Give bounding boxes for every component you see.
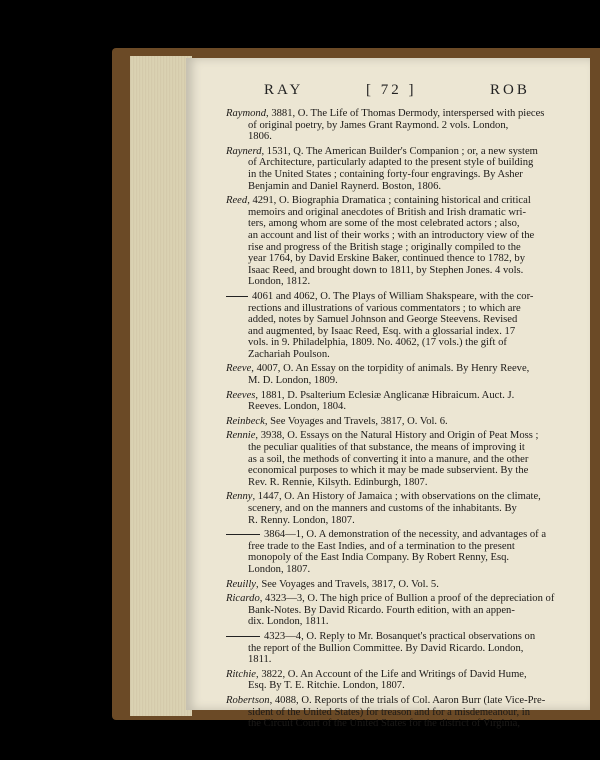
entry-text: rections and illustrations of various commentators ; to which are [248,302,521,314]
entry-continuation-line [226,454,584,466]
entry-first-line: Reeve, 4007, O. An Essay on the torpidity of animals. By Henry Reeve, [226,363,530,375]
entry-text: and augmented, by Isaac Reed, Esq. with a glossarial index. 17 [248,325,516,337]
entry-heading: Reuilly [226,578,257,590]
entry-text: ters, among whom are some of the most celebrated actors ; also, [248,218,520,230]
page-number: [ 72 ] [366,82,417,98]
catalog-entry [226,291,584,361]
entry-text: R. Renny. London, 1807. [248,514,355,526]
entry-text: 3881, O. The Life of Thomas Dermody, interspersed with pieces [271,108,545,119]
entry-continuation-line [226,337,584,349]
entry-text: sident of the United States) for treason and for a misdemeanour, in [248,706,530,718]
entry-text: 1447, O. An History of Jamaica ; with observations on the climate, [257,491,541,503]
entry-continuation-line [226,605,584,617]
entry-text: 3822, O. An Account of the Life and Writings of David Hume, [261,668,527,680]
entry-text: 1806. [248,131,272,143]
entry-text: 1881, D. Psalterium Eclesiæ Anglicanæ Hibraicum. Auct. J. [260,389,515,401]
entry-text: Rev. R. Rennie, Kilsyth. Edinburgh, 1807. [248,476,428,488]
entry-continuation-line [226,326,584,338]
entry-text: memoirs and original anecdotes of British and Irish dramatic wri- [248,206,527,218]
entry-first-line: Rennie, 3938, O. Essays on the Natural History and Origin of Peat Moss ; [226,430,539,442]
catalog-entry [226,695,584,730]
entry-text: free trade to the East Indies, and of a termination to the present [248,540,515,552]
entry-first-line [226,631,584,643]
entry-continuation-line [226,181,584,193]
entry-text: London, 1807. [248,563,311,575]
entry-first-line: Reuilly, See Voyages and Travels, 3817, O. Vol. 5. [226,578,439,590]
entry-heading: Renny [226,491,253,503]
entry-heading: Reeve [226,363,252,375]
entry-text: as a soil, the methods of converting it into a manure, and the other [248,453,529,465]
entry-first-line: Ricardo, 4323—3, O. The high price of Bullion a proof of the depreciation of [226,593,555,605]
entry-text: Bank-Notes. By David Ricardo. Fourth edition, with an appen- [248,604,515,616]
entry-text: 3864—1, O. A demonstration of the necessity, and advantages of a [264,529,547,541]
entry-text: 4323—4, O. Reply to Mr. Bosanquet's practical observations on [264,630,536,642]
entry-continuation-line [226,242,584,254]
book-page [186,58,590,730]
entry-text: in the United States ; containing forty-four engravings. By Asher [248,168,523,180]
ditto-dash [226,636,260,637]
catalog-entries [226,108,584,733]
entry-continuation-line [226,120,584,132]
catalog-entry [226,108,584,143]
entry-continuation-line [226,503,584,515]
catalog-entry [226,430,584,488]
entry-text: See Voyages and Travels, 3817, O. Vol. 6. [270,415,448,427]
entry-text: 1811. [248,654,272,666]
entry-continuation-line [226,401,584,413]
entry-text: 4323—3, O. The high price of Bullion a proof of the depreciation of [265,593,555,605]
catalog-entry [226,363,584,386]
entry-text: Zachariah Poulson. [248,348,330,360]
entry-first-line: Reeves, 1881, D. Psalterium Eclesiæ Anglicanæ Hibraicum. Auct. J. [226,389,515,401]
entry-text: Esq. By T. E. Ritchie. London, 1807. [248,680,405,692]
entry-heading: Reeves [226,389,256,401]
entry-first-line [226,291,584,303]
entry-text: added, notes by Samuel Johnson and George Steevens. Revised [248,314,518,326]
entry-text: dix. London, 1811. [248,616,329,628]
entry-continuation-line [226,616,584,628]
entry-text: the peculiar qualities of that substance, the means of improving it [248,442,525,454]
entry-continuation-line [226,442,584,454]
entry-first-line [226,529,584,541]
entry-continuation-line [226,564,584,576]
entry-continuation-line [226,314,584,326]
entry-first-line: Raynerd, 1531, Q. The American Builder's Companion ; or, a new system [226,145,538,157]
entry-text: monopoly of the East India Company. By Robert Renny, Esq. [248,552,510,564]
entry-first-line: Robertson, 4088, O. Reports of the trials of Col. Aaron Burr (late Vice-Pre- [226,694,546,706]
catalog-entry [226,579,584,591]
entry-continuation-line [226,303,584,315]
header-left-word: RAY [264,82,304,98]
entry-text: London, 1812. [248,276,311,288]
entry-continuation-line [226,465,584,477]
entry-continuation-line [226,265,584,277]
entry-continuation-line [226,707,584,719]
entry-heading: Reed [226,195,248,207]
entry-heading: Raynerd [226,145,262,157]
catalog-entry [226,529,584,575]
entry-continuation-line [226,643,584,655]
entry-text: the report of the Bullion Committee. By David Ricardo. London, [248,642,524,654]
entry-first-line: Ritchie, 3822, O. An Account of the Life and Writings of David Hume, [226,668,527,680]
entry-text: 4007, O. An Essay on the torpidity of animals. By Henry Reeve, [256,363,530,375]
entry-text: year 1764, by David Erskine Baker, continued thence to 1782, by [248,253,525,265]
catalog-entry [226,593,584,628]
entry-continuation-line [226,169,584,181]
entry-continuation-line [226,207,584,219]
entry-continuation-line [226,375,584,387]
entry-text: Isaac Reed, and brought down to 1811, by Stephen Jones. 4 vols. [248,264,524,276]
entry-continuation-line [226,276,584,288]
entry-text: vols. in 9. Philadelphia, 1809. No. 4062, (17 vols.) the gift of [248,337,507,349]
entry-first-line: Renny, 1447, O. An History of Jamaica ; with observations on the climate, [226,491,541,503]
catalog-entry [226,631,584,666]
entry-heading: Ritchie [226,668,257,680]
ditto-dash [226,534,260,535]
entry-continuation-line [226,552,584,564]
entry-text: 4061 and 4062, O. The Plays of William Shakspeare, with the cor- [252,290,534,302]
entry-text: economical purposes to which it may be made subservient. By the [248,465,529,477]
entry-text: of Architecture, particularly adapted to the present style of building [248,157,534,169]
entry-first-line: Reinbeck, See Voyages and Travels, 3817, O. Vol. 6. [226,415,448,427]
entry-text: Benjamin and Daniel Raynerd. Boston, 1806. [248,180,442,192]
ditto-dash [226,296,248,297]
entry-first-line: Raymond, 3881, O. The Life of Thomas Dermody, interspersed with pieces [226,108,545,119]
catalog-entry [226,491,584,526]
entry-heading: Reinbeck [226,415,265,427]
entry-text: 1531, Q. The American Builder's Companion ; or, a new system [266,145,538,157]
entry-text: of original poetry, by James Grant Raymond. 2 vols. London, [248,119,509,131]
entry-continuation-line [226,654,584,666]
entry-continuation-line [226,680,584,692]
entry-continuation-line [226,718,584,730]
entry-continuation-line [226,541,584,553]
entry-text: M. D. London, 1809. [248,375,338,387]
entry-text: rise and progress of the British stage ; originally compiled to the [248,241,521,253]
entry-heading: Raymond [226,108,267,119]
entry-continuation-line [226,230,584,242]
entry-heading: Ricardo [226,593,260,605]
entry-continuation-line [226,477,584,489]
entry-heading: Robertson [226,694,270,706]
entry-text: 3938, O. Essays on the Natural History and Origin of Peat Moss ; [260,430,539,442]
entry-continuation-line [226,349,584,361]
page-edges [130,56,192,716]
entry-continuation-line [226,253,584,265]
entry-continuation-line [226,218,584,230]
running-header [186,82,590,104]
header-right-word: ROB [490,82,530,98]
entry-text: See Voyages and Travels, 3817, O. Vol. 5. [261,578,439,590]
entry-continuation-line [226,131,584,143]
entry-text: the Circuit Court of the United States for the district of Virginia, [248,718,521,730]
entry-text: 4291, O. Biographia Dramatica ; containing historical and critical [252,195,531,207]
catalog-entry [226,390,584,413]
entry-text: 4088, O. Reports of the trials of Col. Aaron Burr (late Vice-Pre- [274,694,546,706]
entry-continuation-line [226,157,584,169]
catalog-entry [226,146,584,192]
catalog-entry [226,416,584,428]
entry-heading: Rennie [226,430,256,442]
entry-text: an account and list of their works ; with an introductory view of the [248,229,535,241]
entry-text: scenery, and on the manners and customs of the inhabitants. By [248,503,517,514]
catalog-entry [226,195,584,288]
entry-first-line: Reed, 4291, O. Biographia Dramatica ; containing historical and critical [226,195,531,207]
catalog-entry [226,669,584,692]
entry-continuation-line [226,515,584,527]
entry-text: Reeves. London, 1804. [248,401,346,413]
